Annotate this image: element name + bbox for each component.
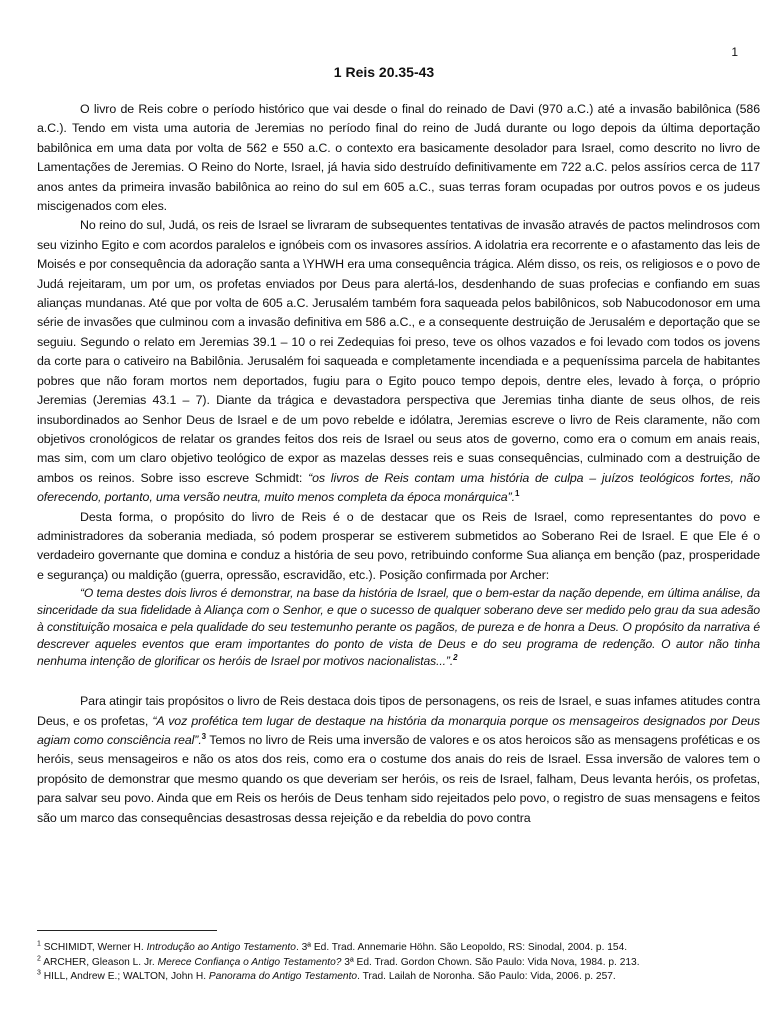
paragraph-judah bbox=[37, 216, 760, 507]
footnote-publication: . 3ª Ed. Trad. Annemarie Höhn. São Leopoldo, RS: Sinodal, 2004. p. 154. bbox=[295, 942, 628, 953]
archer-blockquote bbox=[37, 585, 760, 670]
footnote-author: SCHIMIDT, Werner H. bbox=[43, 942, 144, 953]
footnote-book-title: Merece Confiança o Antigo Testamento? bbox=[157, 956, 342, 968]
footnote-author: HILL, Andrew E.; WALTON, John H. bbox=[43, 971, 207, 983]
footnotes-section bbox=[37, 930, 760, 985]
paragraph-intro: O livro de Reis cobre o período histórico que vai desde o final do reinado de Davi (970 a.C.) até a invasão babilônica (586 a.C.). Tendo em vista uma autoria de Jeremias no período final do reino de Judá durante ou logo depois da última deportação babilônica em uma data por volta de 562 e 550 a.C. o contexto era basicamente desolador para Israel, como descrito no livro de Lamentações de Jeremias. O Reino do Norte, Israel, já havia sido destruído definitivamente em 722 a.C. pelos assírios cerca de 117 anos antes da primeira invasão babilônica ao reino do sul em 605 a.C., suas terras foram ocupadas por outros povos e os judeus miscigenados com eles. bbox=[37, 102, 760, 214]
paragraph-characters-text: Para atingir tais propósitos o livro de Reis destaca dois tipos de personagens, os reis de Israel, e suas infames atitudes contra Deus, e os profetas, bbox=[37, 694, 760, 728]
footnote-publication: . Trad. Lailah de Noronha. São Paulo: Vida, 2006. p. 257. bbox=[357, 971, 616, 983]
footnote-divider bbox=[37, 930, 217, 931]
footnote-mark: 1 bbox=[37, 940, 41, 948]
prophetic-quote: “A voz profética tem lugar de destaque na história da monarquia porque os mensageiros designados por Deus agiam como consciência real”. bbox=[37, 713, 761, 747]
footnote-ref-3[interactable]: 3 bbox=[201, 731, 207, 741]
page-number: 1 bbox=[731, 45, 738, 59]
paragraph-purpose: Desta forma, o propósito do livro de Reis é o de destacar que os Reis de Israel, como representantes do povo e administradores da soberania mediada, só podem prosperar se estiverem submetidos ao Soberano Rei de Israel. E que Ele é o verdadeiro governante que domina e conduz a história de seu povo, retribuindo conforme Sua aliança em benção (paz, prosperidade e segurança) ou maldição (guerra, opressão, escravidão, etc.). Posição confirmada por Archer: bbox=[37, 509, 760, 582]
page-title: 1 Reis 20.35-43 bbox=[333, 64, 435, 80]
footnote-2 bbox=[37, 956, 760, 971]
paragraph-characters bbox=[37, 692, 760, 828]
footnote-ref-2[interactable]: 2 bbox=[453, 653, 458, 663]
paragraph-characters-cont: Temos no livro de Reis uma inversão de valores e os atos heroicos são as mensagens proféticas e os heróis, seus mensageiros e não os atos dos reis, como era o costume dos anais do reis de Israel. Essa inversão de valores tem o propósito de demonstrar que mesmo quando os que deveriam ser heróis, os reis de Israel, falham, Deus levanta heróis, os profetas, para salvar seu povo. Ainda que em Reis os heróis de Deus tenham sido rejeitados pelo povo, o registro de suas mensagens e feitos são um marco das consequências desastrosas dessa rejeição e da rebeldia do povo contra bbox=[37, 732, 760, 825]
schmidt-quote: “os livros de Reis contam uma história de culpa – juízos teológicos fortes, não oferecendo, portanto, uma versão neutra, muito menos completa da época monárquica”. bbox=[37, 470, 761, 505]
footnote-book-title: Panorama do Antigo Testamento bbox=[208, 971, 358, 983]
footnote-publication: 3ª Ed. Trad. Gordon Chown. São Paulo: Vida Nova, 1984. p. 213. bbox=[341, 956, 640, 968]
paragraph-judah-text: No reino do sul, Judá, os reis de Israel se livraram de subsequentes tentativas de invasão através de pactos melindrosos com seu vizinho Egito e com acordos paralelos e ignóbeis com os invasores assírios. A idolatria era recorrente e o afastamento das leis de Moisés e por consequência da adoração santa a \YHWH era uma consequência trágica. Além disso, os reis, os religiosos e o povo de Judá rejeitaram, um por um, os profetas enviados por Deus para alertá-los, desdenhando de suas profecias e confiando em suas alianças mundanas. Até que por volta de 605 a.C. Jerusalém também fora saqueada pelos babilônicos, sob Nabucodonosor em uma série de invasões que culminou com a invasão definitiva em 586 a.C., e a consequente destruição de Jerusalém e deportação que se seguiu. Segundo o relato em Jeremias 39.1 – 10 o rei Zedequias foi preso, teve os olhos vazados e foi levado com todos os jovens da corte para o cativeiro na Babilônia. Jerusalém foi saqueada e completamente incendiada e a pequeníssima parcela de habitantes pobres que não foram mortos nem deportados, fugiu para o Egito pouco tempo depois, dentre eles, levado à força, o próprio Jeremias (Jeremias 43.1 – 7). Diante da trágica e devastadora perspectiva que Jeremias tinha diante de seus olhos, de reis insubordinados ao Senhor Deus de Israel e de um povo rebelde e idólatra, Jeremias escreve o livro de Reis claramente, não com objetivos cronológicos de relatar os grandes feitos dos reis de Israel ou seus atos de governo, como era o comum em anais reais, mas sim, com um claro objetivo teológico de expor as mazelas desses reis e suas consequências, culminado com a destruição de ambos os reinos. Sobre isso escreve Schmidt: bbox=[37, 218, 760, 485]
footnote-1 bbox=[37, 941, 760, 956]
document-body bbox=[37, 100, 760, 828]
archer-quote-text: “O tema destes dois livros é demonstrar, na base da história de Israel, que o bem-estar da nação depende, em última análise, da sinceridade da sua fidelidade à Aliança com o Senhor, e que o sucesso de qualquer soberano deve ser medido pelo grau da sua adesão à constituição mosaica e pela qualidade do seu testemunho perante os pagãos, de pureza e de honra a Deus. O propósito da narrativa é descrever aqueles eventos que eram importantes do ponto de vista de Deus e do seu programa de redenção. O autor não tinha nenhuma intenção de glorificar os heróis de Israel por motivos nacionalistas...”. bbox=[37, 586, 760, 669]
footnote-author: ARCHER, Gleason L. Jr. bbox=[43, 956, 155, 968]
footnote-3 bbox=[37, 970, 760, 985]
footnote-ref-1[interactable]: 1 bbox=[514, 489, 520, 498]
footnote-book-title: Introdução ao Antigo Testamento bbox=[146, 942, 296, 953]
footnote-mark: 3 bbox=[37, 969, 41, 977]
footnote-mark: 2 bbox=[37, 955, 41, 963]
